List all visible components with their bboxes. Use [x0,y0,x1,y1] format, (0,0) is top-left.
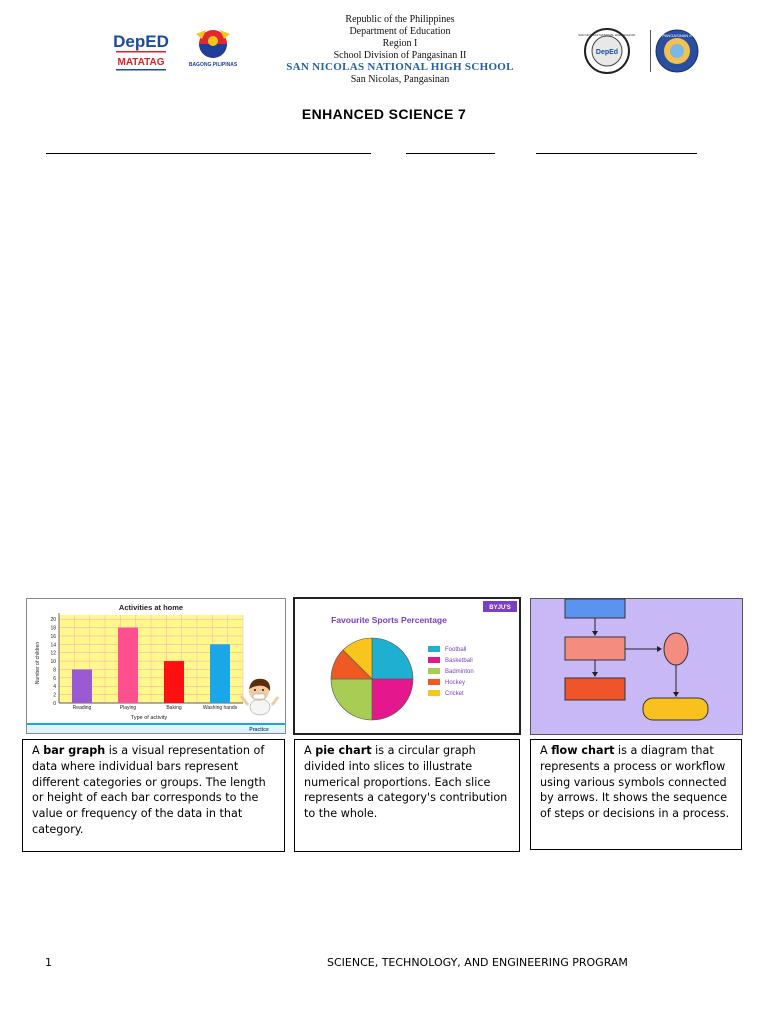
pie-chart-image [293,597,521,735]
svg-text:DepEd: DepEd [595,49,619,56]
pie-legend-label: Football [445,647,467,653]
flow-chart-desc-text: is a diagram that represents a process or workflow using various symbols connected by arrows. It shows the sequence of steps or decisions in a process. [540,744,730,821]
pie-legend-label: Hockey [445,680,466,686]
division-seal-logo [650,28,700,74]
flow-chart-background [531,599,742,734]
bar-baking [164,661,184,703]
bar-y-tick-label: 18 [50,625,56,632]
document-title: ENHANCED SCIENCE 7 [301,106,467,122]
footer-program: SCIENCE, TECHNOLOGY, AND ENGINEERING PROGRAM [327,956,628,969]
page-number: 1 [45,956,52,969]
bar-graph-desc-prefix: A [32,744,44,757]
pie-chart-title: Favourite Sports Percentage [331,615,447,625]
bar-graph-svg [27,599,285,733]
bar-y-tick-label: 16 [50,633,56,640]
flow-process-box-2 [565,637,625,660]
pie-legend-swatch [428,657,440,663]
bar-y-tick-label: 2 [53,692,56,699]
bar-y-tick-label: 20 [50,617,56,624]
pie-chart-desc-text: is a circular graph divided into slices to illustrate numerical proportions. Each slice represents a category's contribution to the whole. [304,744,508,821]
bagong-pilipinas-text: BAGONG PILIPINAS [188,62,238,68]
header-location: San Nicolas, Pangasinan [350,74,450,85]
bar-category-label: Playing [119,705,137,711]
pie-slice-basketball [372,679,413,720]
bar-graph-desc-text: is a visual representation of data where individual bars represent different categories or groups. The length or height of each bar corresponds to the value or frequency of the data in that category. [32,744,266,836]
bar-category-label: Washing hands [202,705,238,711]
pie-legend-swatch [428,646,440,652]
flow-chart-description [530,739,742,850]
bar-y-tick-label: 10 [50,659,56,666]
header-region: Region I [382,38,418,49]
pie-slice-football [372,638,413,679]
pie-legend-swatch [428,690,440,696]
bar-graph-title: Activities at home [118,603,184,612]
section-blank-line [406,153,495,154]
pie-legend-label: Badminton [445,669,474,675]
pie-chart-description [294,739,520,852]
pie-legend-swatch [428,668,440,674]
bar-y-tick-label: 4 [53,684,56,691]
matatag-logo-text: MATATAG [117,57,165,68]
deped-logo-text: DepED [113,32,169,51]
bar-graph-xlabel: Type of activity [130,715,168,721]
header-republic: Republic of the Philippines [345,14,455,25]
kid-mascot-illustration [241,679,278,715]
school-seal-logo [578,28,636,74]
bar-graph-description [22,739,285,852]
flow-chart-term: flow chart [551,744,615,757]
practice-label: Practice [249,727,269,733]
bar-y-tick-label: 12 [50,650,56,657]
bar-reading [72,669,92,703]
header-department: Department of Education [349,26,451,37]
pie-slice-badminton [331,679,372,720]
flow-process-box-3 [565,678,625,700]
name-blank-line [46,153,371,154]
pie-chart-svg [295,599,519,733]
flow-terminal [643,698,708,720]
flow-process-box-1 [565,599,625,618]
flow-chart-svg [531,599,742,734]
bar-graph-image [26,598,286,734]
flow-chart-image [530,598,743,735]
flow-decision-circle [664,633,688,665]
bar-category-label: Reading [72,705,92,711]
division-seal-text: PANGASINAN II [662,33,692,38]
pie-legend-label: Basketball [445,658,473,664]
bar-washing-hands [210,644,230,703]
bar-category-label: Baking [166,705,182,711]
date-blank-line [536,153,697,154]
deped-logo [112,28,170,74]
bar-y-tick-label: 0 [53,701,56,707]
bar-playing [118,628,138,703]
bar-graph-ylabel: Number of children [35,641,41,685]
header-division: School Division of Pangasinan II [333,50,467,61]
school-seal-text: SAN NICOLAS NATIONAL HIGH SCHOOL [578,33,636,37]
pie-chart-term: pie chart [315,744,372,757]
pie-legend-swatch [428,679,440,685]
bar-y-tick-label: 6 [53,675,56,682]
bar-y-tick-label: 14 [50,642,56,649]
flow-chart-desc-prefix: A [540,744,552,757]
bar-y-tick-label: 8 [53,667,56,674]
pie-chart-desc-prefix: A [304,744,316,757]
byjus-brand: BYJU'S [489,605,511,611]
bar-graph-term: bar graph [43,744,106,757]
header-school-name: SAN NICOLAS NATIONAL HIGH SCHOOL [286,61,514,73]
pie-legend-label: Cricket [445,691,464,697]
